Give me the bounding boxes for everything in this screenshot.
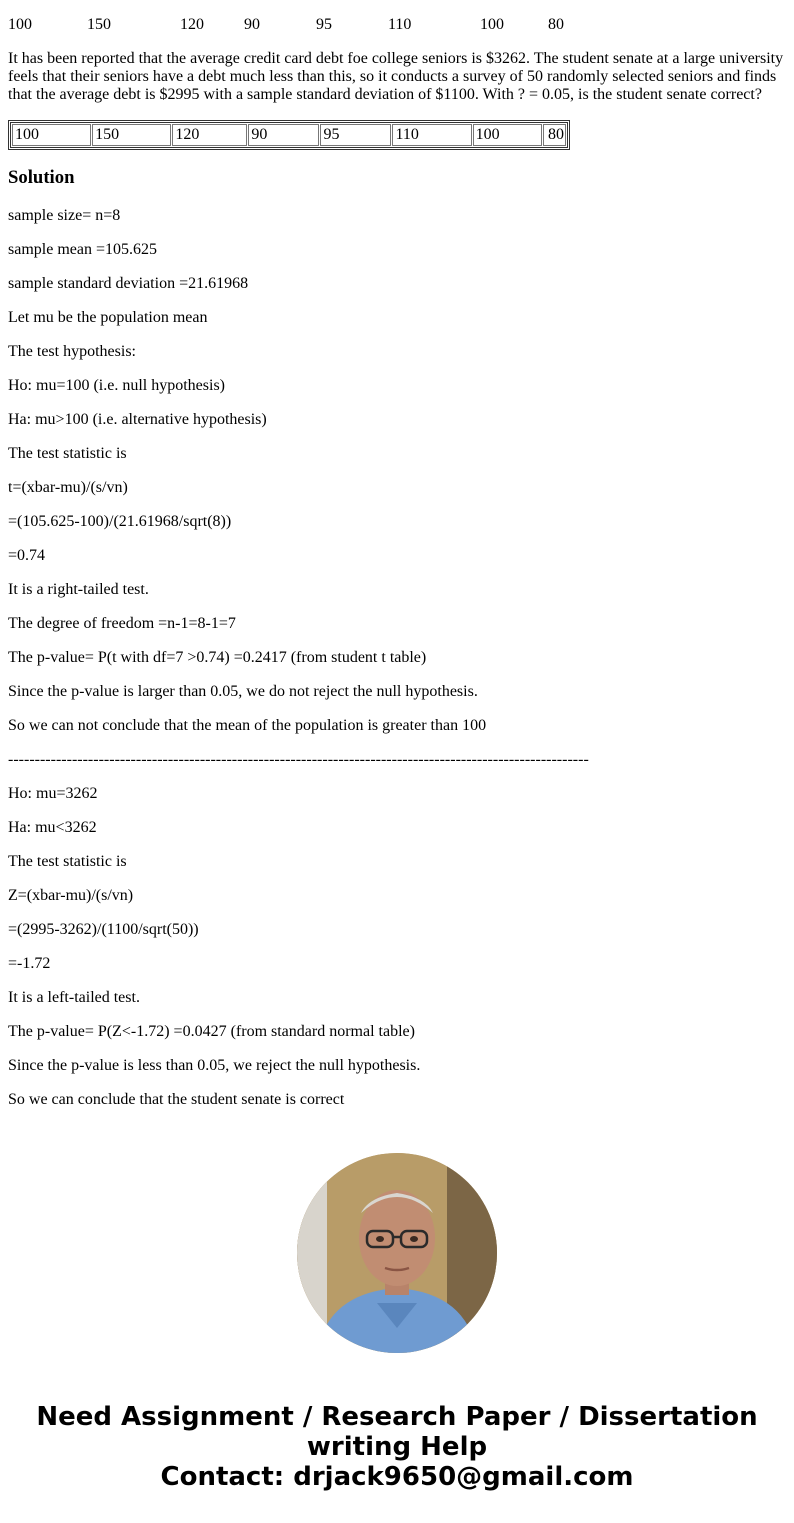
table-cell: 120 [172, 124, 247, 146]
solution-line: It is a right-tailed test. [8, 581, 149, 598]
data-value: 80 [548, 16, 564, 33]
tutor-photo-icon [297, 1153, 497, 1353]
solution-line: =(105.625-100)/(21.61968/sqrt(8)) [8, 513, 232, 530]
divider-line: ------------------------------------------------------------------------------------------------------------- [8, 751, 589, 768]
solution-line: sample size= n=8 [8, 207, 121, 224]
solution-line: =0.74 [8, 547, 46, 564]
data-value: 100 [480, 16, 504, 33]
solution-line: Ho: mu=3262 [8, 785, 98, 802]
solution-line: The degree of freedom =n-1=8-1=7 [8, 615, 236, 632]
solution-line: =-1.72 [8, 955, 51, 972]
question-text: It has been reported that the average credit card debt foe college seniors is $3262. The student senate at a large university feels that their seniors have a debt much less than this, so it conducts a survey of 50 randomly selected seniors and finds that the average debt is $2995 with a sample standard deviation of $1100. With ? = 0.05, is the student senate correct? [8, 50, 784, 103]
data-value: 110 [388, 16, 412, 33]
solution-line: sample mean =105.625 [8, 241, 157, 258]
data-value: 100 [8, 16, 32, 33]
promo-line: writing Help [306, 1432, 488, 1462]
solution-line: It is a left-tailed test. [8, 989, 140, 1006]
solution-line: The test statistic is [8, 853, 127, 870]
solution-line: Ho: mu=100 (i.e. null hypothesis) [8, 377, 226, 394]
promo-line: Need Assignment / Research Paper / Dissertation [36, 1402, 758, 1432]
data-table [8, 120, 570, 150]
data-value: 120 [180, 16, 204, 33]
solution-line: Let mu be the population mean [8, 309, 208, 326]
table-cell: 150 [92, 124, 171, 146]
solution-line: Since the p-value is less than 0.05, we reject the null hypothesis. [8, 1057, 421, 1074]
solution-body [8, 207, 786, 1109]
solution-line: The p-value= P(t with df=7 >0.74) =0.2417 (from student t table) [8, 649, 427, 666]
table-cell: 110 [392, 124, 471, 146]
solution-line: Ha: mu<3262 [8, 819, 97, 836]
solution-line: So we can conclude that the student senate is correct [8, 1091, 345, 1108]
table-cell: 80 [543, 124, 566, 146]
table-cell: 90 [248, 124, 319, 146]
table-cell: 95 [320, 124, 391, 146]
solution-heading: Solution [8, 167, 75, 188]
data-value: 95 [316, 16, 332, 33]
solution-line: =(2995-3262)/(1100/sqrt(50)) [8, 921, 199, 938]
avatar [297, 1153, 497, 1353]
solution-line: sample standard deviation =21.61968 [8, 275, 249, 292]
solution-line: Z=(xbar-mu)/(s/vn) [8, 887, 134, 904]
data-value: 150 [87, 16, 111, 33]
table-cell: 100 [12, 124, 91, 146]
solution-line: The p-value= P(Z<-1.72) =0.0427 (from standard normal table) [8, 1023, 415, 1040]
table-row [12, 124, 566, 146]
solution-line: t=(xbar-mu)/(s/vn) [8, 479, 128, 496]
data-values-row [8, 16, 786, 34]
document-body [8, 0, 786, 1109]
solution-line: So we can not conclude that the mean of the population is greater than 100 [8, 717, 487, 734]
solution-line: Ha: mu>100 (i.e. alternative hypothesis) [8, 411, 267, 428]
data-value: 90 [244, 16, 260, 33]
promo-banner [0, 1402, 794, 1492]
solution-line: The test hypothesis: [8, 343, 136, 360]
promo-contact: Contact: drjack9650@gmail.com [160, 1462, 634, 1492]
solution-line: The test statistic is [8, 445, 127, 462]
solution-line: Since the p-value is larger than 0.05, we do not reject the null hypothesis. [8, 683, 478, 700]
table-cell: 100 [473, 124, 542, 146]
